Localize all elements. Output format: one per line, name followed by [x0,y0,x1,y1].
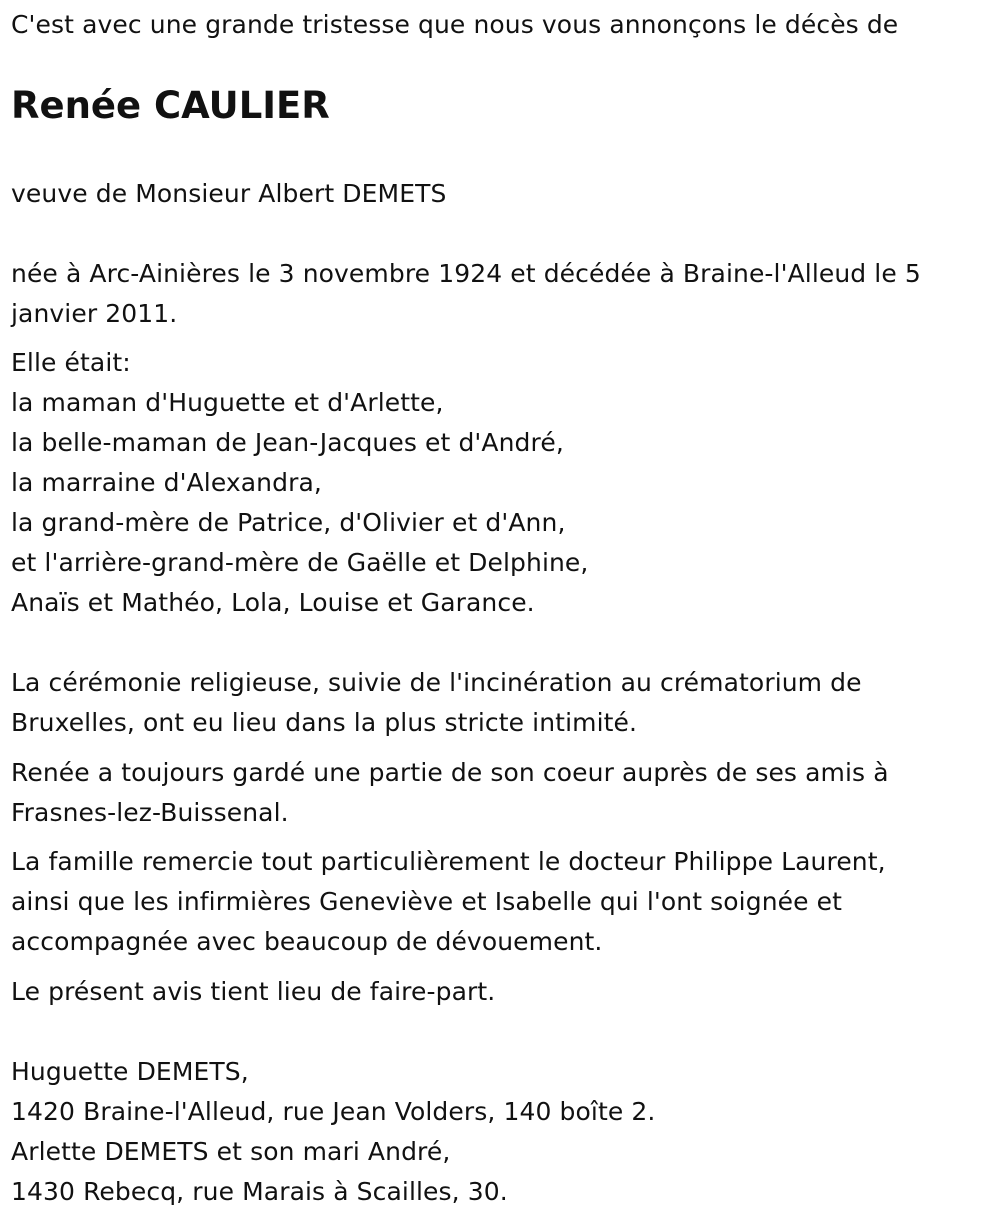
paragraph-line: Elle était: [11,348,131,377]
paragraph-line: Bruxelles, ont eu lieu dans la plus stricte intimité. [11,708,638,737]
widow-of-text: veuve de Monsieur Albert DEMETS [11,179,447,208]
paragraph-line: née à Arc-Ainières le 3 novembre 1924 et décédée à Braine-l'Alleud le 5 [11,259,921,288]
paragraph-line: la belle-maman de Jean-Jacques et d'André, [11,428,564,457]
notice-text: Le présent avis tient lieu de faire-part. [11,977,496,1006]
contact-line: 1430 Rebecq, rue Marais à Scailles, 30. [11,1177,508,1206]
paragraph-line: janvier 2011. [11,299,178,328]
paragraph-line: La famille remercie tout particulièrement le docteur Philippe Laurent, [11,847,886,876]
paragraph-line: la maman d'Huguette et d'Arlette, [11,388,444,417]
paragraph-line: La cérémonie religieuse, suivie de l'incinération au crématorium de [11,668,862,697]
paragraph-line: et l'arrière-grand-mère de Gaëlle et Delphine, [11,548,589,577]
paragraph-line: Renée a toujours gardé une partie de son coeur auprès de ses amis à [11,758,889,787]
paragraph-line: ainsi que les infirmières Geneviève et Isabelle qui l'ont soignée et [11,887,843,916]
paragraph-line: accompagnée avec beaucoup de dévouement. [11,927,603,956]
paragraph-line: la marraine d'Alexandra, [11,468,322,497]
contact-line: 1420 Braine-l'Alleud, rue Jean Volders, 140 boîte 2. [11,1097,656,1126]
contact-line: Arlette DEMETS et son mari André, [11,1137,451,1166]
intro-text: C'est avec une grande tristesse que nous vous annonçons le décès de [11,10,899,39]
paragraph-line: Anaïs et Mathéo, Lola, Louise et Garance. [11,588,535,617]
paragraph-line: la grand-mère de Patrice, d'Olivier et d'Ann, [11,508,566,537]
deceased-name: Renée CAULIER [11,84,330,127]
paragraph-line: Frasnes-lez-Buissenal. [11,798,289,827]
contact-line: Huguette DEMETS, [11,1057,249,1086]
